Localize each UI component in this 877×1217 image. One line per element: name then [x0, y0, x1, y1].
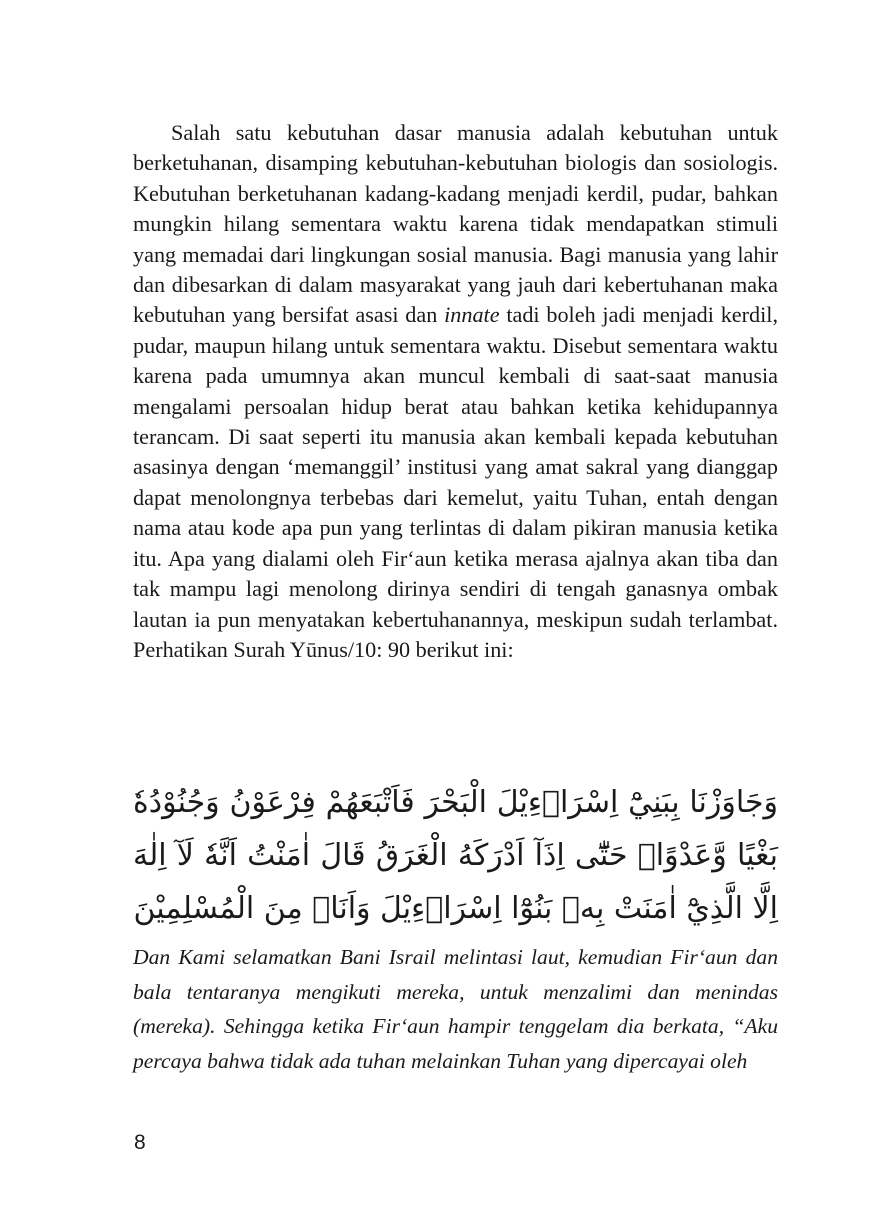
- page-number: 8: [134, 1131, 146, 1154]
- paragraph-text-part-2: tadi boleh jadi menjadi kerdil, pudar, maupun hilang untuk sementara waktu. Disebut sementara waktu karena pada umumnya akan muncul kembali di saat-saat manusia mengalami persoalan hidup berat atau bahkan ketika kehidupannya terancam. Di saat seperti itu manusia akan kembali kepada kebutuhan asasinya dengan ‘memanggil’ institusi yang amat sakral yang dianggap dapat menolongnya terbebas dari kemelut, yaitu Tuhan, entah dengan nama atau kode apa pun yang terlintas di dalam pikiran manusia ketika itu. Apa yang dialami oleh Fir‘aun ketika merasa ajalnya akan tiba dan tak mampu lagi menolong dirinya sendiri di tengah ganasnya ombak lautan ia pun menyatakan kebertuhanannya, meskipun sudah terlambat. Perhatikan Surah Yūnus/10: 90 berikut ini:: [133, 302, 779, 662]
- verse-translation: Dan Kami selamatkan Bani Israil melintasi laut, kemudian Fir‘aun dan bala tentaranya mengikuti mereka, untuk menzalimi dan menindas (mereka). Sehingga ketika Fir‘aun hampir tenggelam dia berkata, “Aku percaya bahwa tidak ada tuhan melainkan Tuhan yang dipercayai oleh: [133, 945, 778, 1073]
- arabic-verse: وَجَاوَزْنَا بِبَنِيْٓ اِسْرَاۤءِيْلَ الْبَحْرَ فَاَتْبَعَهُمْ فِرْعَوْنُ وَجُنُوْدُهٗ بَغْيًا وَّعَدْوًاۗ حَتّٰٓى اِذَآ اَدْرَكَهُ الْغَرَقُ قَالَ اٰمَنْتُ اَنَّهٗ لَآ اِلٰهَ اِلَّا الَّذِيْٓ اٰمَنَتْ بِهٖ بَنُوْٓا اِسْرَاۤءِيْلَ وَاَنَا۠ مِنَ الْمُسْلِمِيْنَ: [133, 785, 778, 926]
- body-paragraph: [133, 118, 778, 665]
- paragraph-text-part-1: Salah satu kebutuhan dasar manusia adalah kebutuhan untuk berketuhanan, disamping kebutuhan-kebutuhan biologis dan sosiologis. Kebutuhan berketuhanan kadang-kadang menjadi kerdil, pudar, bahkan mungkin hilang sementara waktu karena tidak mendapatkan stimuli yang memadai dari lingkungan sosial manusia. Bagi manusia yang lahir dan dibesarkan di dalam masyarakat yang jauh dari kebertuhanan maka kebutuhan yang bersifat asasi dan: [133, 120, 778, 328]
- italic-term-innate: innate: [444, 302, 500, 328]
